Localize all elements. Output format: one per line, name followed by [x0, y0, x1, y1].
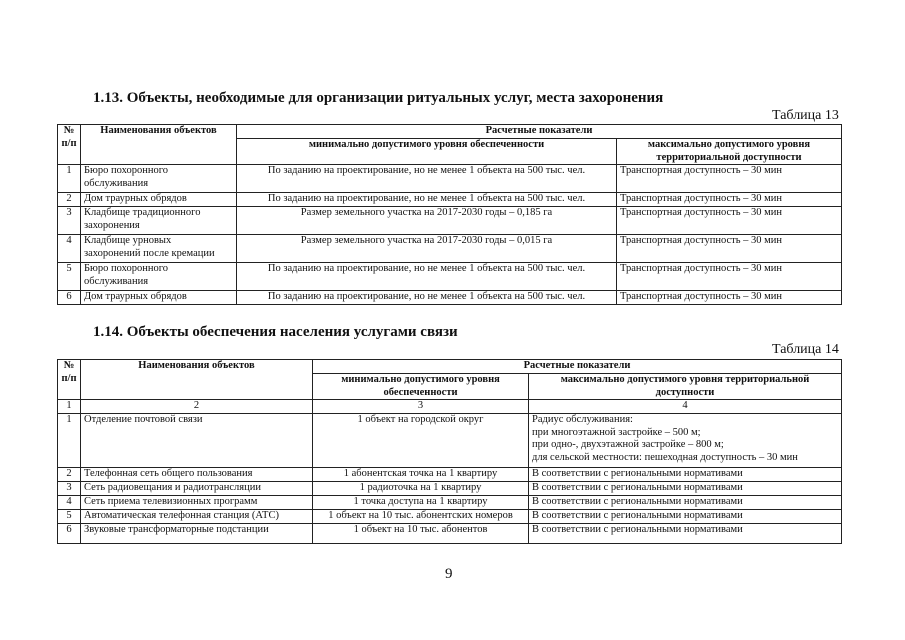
colnum-cell: 4 — [529, 400, 842, 414]
cell-name: Звуковые трансформаторные подстанции — [81, 524, 313, 544]
cell-num: 4 — [58, 235, 81, 263]
header-min: минимально допустимого уровня обеспеченности — [313, 374, 529, 400]
page-number: 9 — [445, 566, 453, 582]
table-13-label: Таблица 13 — [772, 108, 839, 123]
colnum-cell: 2 — [81, 400, 313, 414]
table-row — [58, 235, 842, 263]
cell-min: 1 объект на 10 тыс. абонентских номеров — [313, 510, 529, 524]
cell-max: Транспортная доступность – 30 мин — [617, 165, 842, 193]
section-14-heading: 1.14. Объекты обеспечения населения услугами связи — [93, 324, 458, 340]
cell-num: 5 — [58, 510, 81, 524]
cell-num: 4 — [58, 496, 81, 510]
header-calc: Расчетные показатели — [237, 125, 842, 139]
header-max: максимально допустимого уровня территориальной доступности — [529, 374, 842, 400]
header-max: максимально допустимого уровня территориальной доступности — [617, 139, 842, 165]
table-row — [58, 496, 842, 510]
cell-max: Радиус обслуживания: при многоэтажной застройке – 500 м; при одно-, двухэтажной застройке – 800 м; для сельской местности: пешеходная доступность – 30 мин — [529, 414, 842, 468]
cell-name: Кладбище традиционного захоронения — [81, 207, 237, 235]
cell-min: По заданию на проектирование, но не менее 1 объекта на 500 тыс. чел. — [237, 263, 617, 291]
cell-min: По заданию на проектирование, но не менее 1 объекта на 500 тыс. чел. — [237, 291, 617, 305]
cell-name: Дом траурных обрядов — [81, 193, 237, 207]
table-row — [58, 482, 842, 496]
cell-name: Бюро похоронного обслуживания — [81, 263, 237, 291]
table-row — [58, 291, 842, 305]
cell-min: 1 точка доступа на 1 квартиру — [313, 496, 529, 510]
table-row — [58, 193, 842, 207]
header-num: № п/п — [58, 125, 81, 165]
cell-min: 1 объект на 10 тыс. абонентов — [313, 524, 529, 544]
cell-min: Размер земельного участка на 2017-2030 годы – 0,015 га — [237, 235, 617, 263]
cell-num: 6 — [58, 291, 81, 305]
cell-max: Транспортная доступность – 30 мин — [617, 291, 842, 305]
cell-num: 2 — [58, 193, 81, 207]
table-14 — [57, 359, 842, 544]
cell-name: Бюро похоронного обслуживания — [81, 165, 237, 193]
header-num: № п/п — [58, 360, 81, 400]
table-row — [58, 510, 842, 524]
cell-num: 3 — [58, 482, 81, 496]
cell-name: Отделение почтовой связи — [81, 414, 313, 468]
header-name: Наименования объектов — [81, 125, 237, 165]
table-row — [58, 125, 842, 139]
cell-max: Транспортная доступность – 30 мин — [617, 263, 842, 291]
cell-max: В соответствии с региональными нормативами — [529, 524, 842, 544]
cell-max: Транспортная доступность – 30 мин — [617, 193, 842, 207]
cell-name: Телефонная сеть общего пользования — [81, 468, 313, 482]
cell-name: Автоматическая телефонная станция (АТС) — [81, 510, 313, 524]
cell-max: В соответствии с региональными нормативами — [529, 510, 842, 524]
cell-num: 6 — [58, 524, 81, 544]
cell-name: Сеть приема телевизионных программ — [81, 496, 313, 510]
colnum-cell: 3 — [313, 400, 529, 414]
cell-min: По заданию на проектирование, но не менее 1 объекта на 500 тыс. чел. — [237, 165, 617, 193]
cell-name: Кладбище урновых захоронений после кремации — [81, 235, 237, 263]
cell-max: В соответствии с региональными нормативами — [529, 482, 842, 496]
table-row — [58, 165, 842, 193]
cell-min: По заданию на проектирование, но не менее 1 объекта на 500 тыс. чел. — [237, 193, 617, 207]
table-13 — [57, 124, 842, 305]
cell-num: 2 — [58, 468, 81, 482]
table-14-label: Таблица 14 — [772, 342, 839, 357]
cell-min: 1 объект на городской округ — [313, 414, 529, 468]
cell-num: 3 — [58, 207, 81, 235]
table-row — [58, 360, 842, 374]
table-row — [58, 263, 842, 291]
cell-max: В соответствии с региональными нормативами — [529, 468, 842, 482]
cell-num: 1 — [58, 414, 81, 468]
colnum-cell: 1 — [58, 400, 81, 414]
header-min: минимально допустимого уровня обеспеченности — [237, 139, 617, 165]
section-13-heading: 1.13. Объекты, необходимые для организации ритуальных услуг, места захоронения — [93, 90, 664, 106]
cell-name: Сеть радиовещания и радиотрансляции — [81, 482, 313, 496]
cell-max: Транспортная доступность – 30 мин — [617, 207, 842, 235]
cell-min: 1 радиоточка на 1 квартиру — [313, 482, 529, 496]
table-row — [58, 207, 842, 235]
cell-min: Размер земельного участка на 2017-2030 годы – 0,185 га — [237, 207, 617, 235]
table-row — [58, 524, 842, 544]
cell-num: 1 — [58, 165, 81, 193]
cell-min: 1 абонентская точка на 1 квартиру — [313, 468, 529, 482]
table-row — [58, 414, 842, 468]
table-row — [58, 400, 842, 414]
cell-max: В соответствии с региональными нормативами — [529, 496, 842, 510]
cell-name: Дом траурных обрядов — [81, 291, 237, 305]
header-name: Наименования объектов — [81, 360, 313, 400]
cell-max: Транспортная доступность – 30 мин — [617, 235, 842, 263]
cell-num: 5 — [58, 263, 81, 291]
header-calc: Расчетные показатели — [313, 360, 842, 374]
table-row — [58, 468, 842, 482]
